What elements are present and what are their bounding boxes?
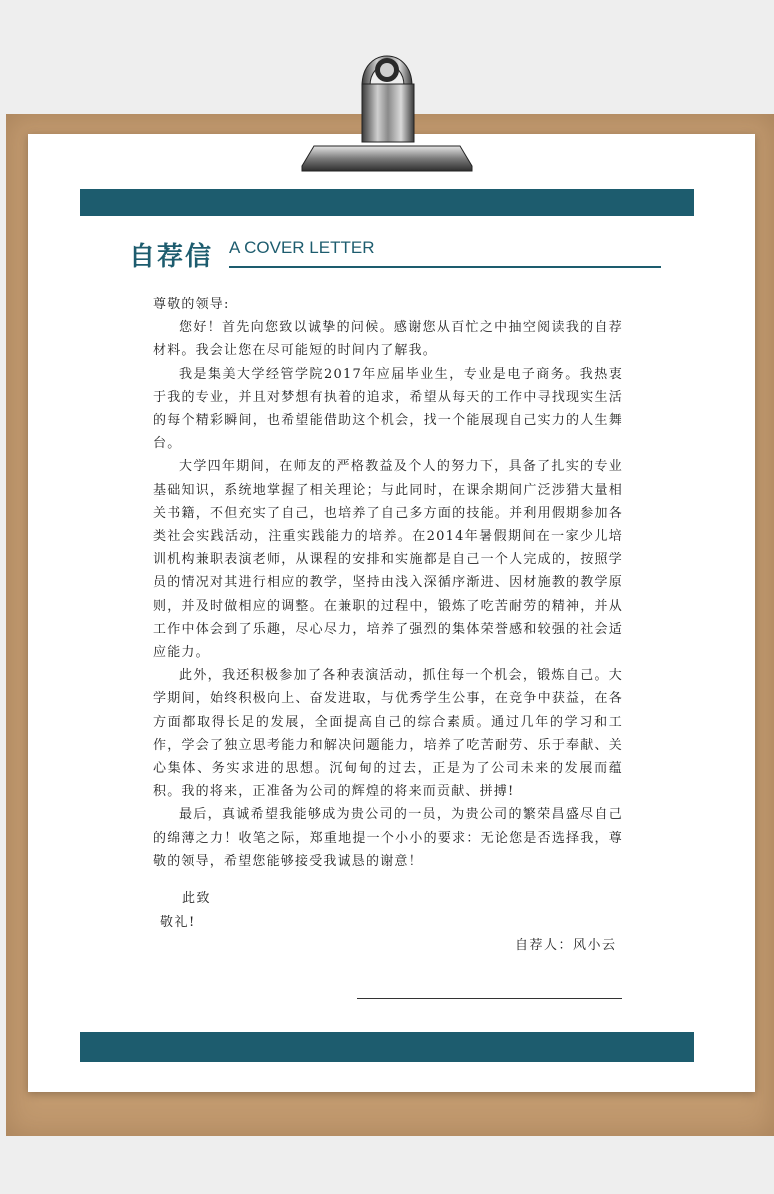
letter-greeting: 尊敬的领导:: [153, 297, 230, 312]
letter-paragraph: 我是集美大学经管学院2017年应届毕业生，专业是电子商务。我热衷于我的专业，并且对梦想有执着的追求，希望从每天的工作中寻找现实生活的每个精彩瞬间，也希望能借助这个机会，找一个能展现自己实力的人生舞台。: [153, 366, 623, 452]
letter-paragraph: 您好！首先向您致以诚挚的问候。感谢您从百忙之中抽空阅读我的自荐材料。我会让您在尽可能短的时间内了解我。: [153, 320, 623, 359]
footer-band: [80, 1032, 694, 1062]
title-underline: [229, 266, 661, 268]
signature-line: [357, 998, 622, 999]
page-title-cn: 自荐信: [129, 242, 214, 272]
closing-line-2: 敬礼!: [160, 915, 196, 930]
page-title-en: A COVER LETTER: [229, 238, 375, 257]
header-band: [80, 189, 694, 216]
letter-paragraph: 最后，真诚希望我能够成为贵公司的一员，为贵公司的繁荣昌盛尽自己的绵薄之力！收笔之际，郑重地提一个小小的要求：无论您是否选择我，尊敬的领导，希望您能够接受我诚恳的谢意！: [153, 807, 623, 869]
binder-clip-icon: [292, 26, 482, 186]
letter-body: [153, 293, 623, 873]
letter-paragraph: 此外，我还积极参加了各种表演活动，抓住每一个机会，锻炼自己。大学期间，始终积极向上、奋发进取，与优秀学生公事，在竞争中获益，在各方面都取得长足的发展，全面提高自己的综合素质。通过几年的学习和工作，学会了独立思考能力和解决问题能力，培养了吃苦耐劳、乐于奉献、关心集体、务实求进的思想。沉甸甸的过去，正是为了公司未来的发展而蕴积。我的将来，正准备为公司的辉煌的将来而贡献、拼搏!: [153, 668, 623, 800]
closing-line-1: 此致: [182, 891, 212, 906]
letter-paragraph: 大学四年期间，在师友的严格教益及个人的努力下，具备了扎实的专业基础知识，系统地掌握了相关理论；与此同时，在课余期间广泛涉猎大量相关书籍，不但充实了自己，也培养了自己多方面的技能。并利用假期参加各类社会实践活动，注重实践能力的培养。在2014年暑假期间在一家少儿培训机构兼职表演老师，从课程的安排和实施都是自己一个人完成的，按照学员的情况对其进行相应的教学，坚持由浅入深循序渐进、因材施教的教学原则，并及时做相应的调整。在兼职的过程中，锻炼了吃苦耐劳的精神，并从工作中体会到了乐趣，尽心尽力，培养了强烈的集体荣誉感和较强的社会适应能力。: [153, 459, 623, 661]
signature: 自荐人：风小云: [515, 938, 617, 953]
